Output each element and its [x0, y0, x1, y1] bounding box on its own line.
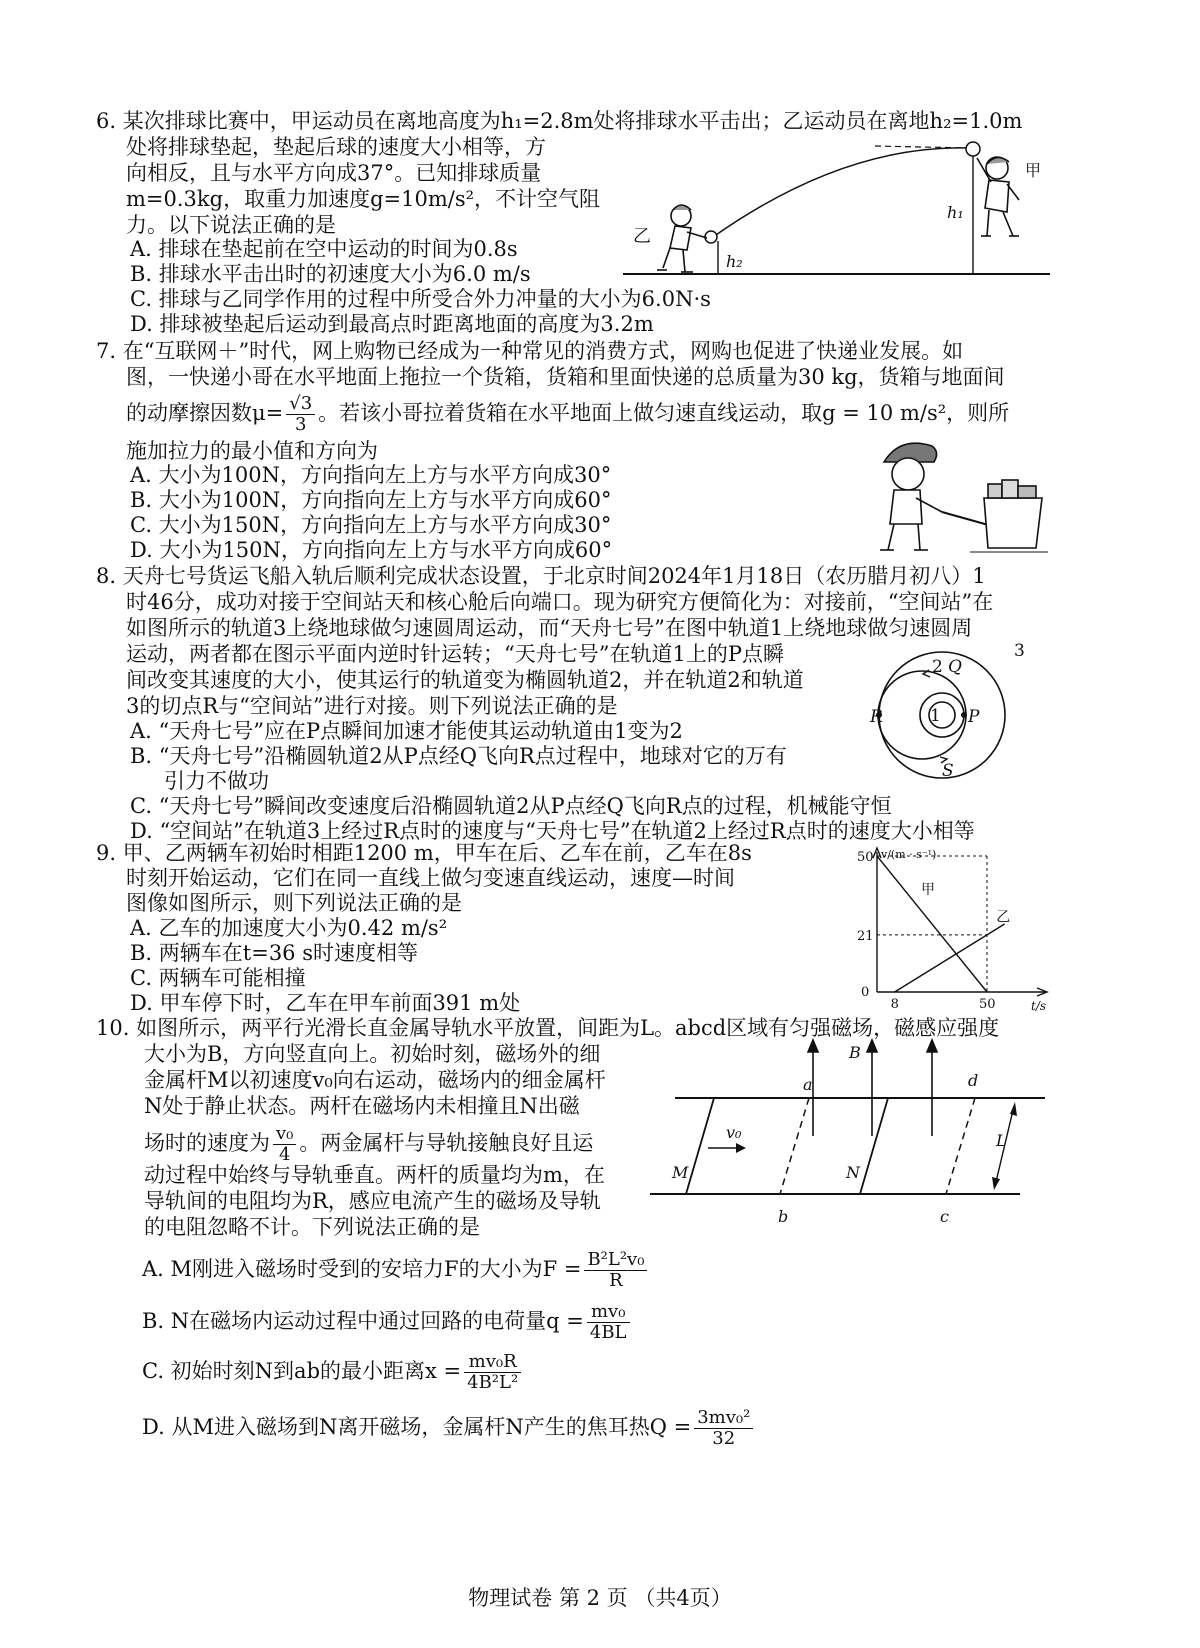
q9-option-d: D. 甲车停下时，乙车在甲车前面391 m处 — [130, 991, 521, 1015]
q9-line-2: 时刻开始运动，它们在同一直线上做匀变速直线运动，速度—时间 — [126, 866, 735, 890]
rod-m — [686, 1098, 714, 1194]
courier-figure — [870, 432, 1050, 562]
orbit-figure — [872, 640, 1052, 780]
q10-line-7: 导轨间的电阻均为R，感应电流产生的磁场及导轨 — [144, 1189, 601, 1213]
q7-line-4: 施加拉力的最小值和方向为 — [126, 439, 378, 463]
svg-text:v₀: v₀ — [726, 1123, 742, 1142]
svg-text:P: P — [968, 707, 980, 727]
q9-line-1: 9. 甲、乙两辆车初始时相距1200 m，甲车在后、乙车在前，乙车在8s — [96, 841, 752, 865]
q8-option-a: A. “天舟七号”应在P点瞬间加速才能使其运动轨道由1变为2 — [130, 719, 683, 743]
player-jia-icon — [977, 157, 1019, 236]
q8-line-4: 运动，两者都在图示平面内逆时针运转；“天舟七号”在轨道1上的P点瞬 — [126, 642, 784, 666]
q7-line-3: 的动摩擦因数μ= $\frac{√3}{3}$ 。若该小哥拉着货箱在水平地面上做匀速直线运动，取g = 10 m/s²，则所 — [126, 393, 1010, 435]
q7-option-d: D. 大小为150N，方向指向左上方与水平方向成60° — [130, 538, 613, 562]
q10-option-b: B. N在磁场内运动过程中通过回路的电荷量q = $\frac{\text{mv₀}}{4BL}$ — [142, 1302, 633, 1343]
q10-line-4: N处于静止状态。两杆在磁场内未相撞且N出磁 — [144, 1094, 580, 1118]
y-tick-label: 21 — [857, 928, 874, 944]
series-label-0: 甲 — [921, 882, 935, 899]
q10-option-d: D. 从M进入磁场到N离开磁场，金属杆N产生的焦耳热Q = $\frac{\text{3mv₀²}}{32}$ — [142, 1408, 756, 1449]
x-axis-label: t/s — [1031, 999, 1047, 1013]
series-label-1: 乙 — [996, 909, 1011, 926]
x-tick-label: 0 — [861, 985, 870, 1000]
q7-option-c: C. 大小为150N，方向指向左上方与水平方向成30° — [130, 513, 612, 537]
svg-text:R: R — [870, 707, 883, 727]
svg-text:B: B — [849, 1043, 861, 1062]
y-axis-label: v/(m · s⁻¹) — [881, 848, 937, 861]
q8-line-1: 8. 天舟七号货运飞船入轨后顺利完成状态设置，于北京时间2024年1月18日（农历腊月初八）1 — [96, 564, 986, 588]
q9-option-c: C. 两辆车可能相撞 — [130, 966, 306, 990]
q9-line-3: 图像如图所示，则下列说法正确的是 — [126, 891, 462, 915]
label-jia: 甲 — [1025, 161, 1042, 180]
page-footer: 物理试卷 第 2 页 （共4页） — [468, 1586, 732, 1610]
q10-line-6: 动过程中始终与导轨垂直。两杆的质量均为m，在 — [144, 1163, 605, 1187]
q6-line-2: 处将排球垫起，垫起后球的速度大小相等，方 — [126, 135, 546, 159]
svg-text:N: N — [846, 1163, 860, 1182]
q6-option-c: C. 排球与乙同学作用的过程中所受合外力冲量的大小为6.0N·s — [130, 287, 711, 311]
q6-line-1: 6. 某次排球比赛中，甲运动员在离地高度为h₁=2.8m处将排球水平击出；乙运动员在离地h₂=1.0m — [96, 109, 1023, 133]
q8-line-6: 3的切点R与“空间站”进行对接。则下列说法正确的是 — [126, 694, 618, 718]
q8-option-c: C. “天舟七号”瞬间改变速度后沿椭圆轨道2从P点经Q飞向R点的过程，机械能守恒 — [130, 794, 892, 818]
svg-text:1: 1 — [930, 706, 941, 726]
q6-line-4: m=0.3kg，取重力加速度g=10m/s²，不计空气阻 — [126, 187, 601, 211]
rail-magnetic-figure — [650, 1036, 1055, 1231]
orbit-2 — [878, 671, 966, 759]
svg-text:c: c — [940, 1207, 949, 1226]
series-line-0 — [877, 856, 987, 992]
q10-line-8: 的电阻忽略不计。下列说法正确的是 — [144, 1215, 480, 1239]
x-tick-label: 50 — [979, 997, 996, 1012]
volleyball-figure — [615, 136, 1055, 281]
q8-option-b-1: B. “天舟七号”沿椭圆轨道2从P点经Q飞向R点过程中，地球对它的万有 — [130, 744, 787, 768]
q6-option-b: B. 排球水平击出时的初速度大小为6.0 m/s — [130, 262, 531, 286]
svg-text:M: M — [672, 1163, 689, 1182]
h1-label: h₁ — [947, 203, 964, 222]
q7-option-a: A. 大小为100N，方向指向左上方与水平方向成30° — [130, 463, 612, 487]
q10-line-5: 场时的速度为 $\frac{\text{v₀}}{4}$ 。两金属杆与导轨接触良好且运 — [144, 1123, 594, 1165]
q9-option-a: A. 乙车的加速度大小为0.42 m/s² — [130, 916, 448, 940]
svg-text:2: 2 — [932, 657, 943, 677]
q10-option-a: A. M刚进入磁场时受到的安培力F的大小为F = $\frac{\text{B²L²v₀}}{R}$ — [142, 1250, 650, 1291]
q6-line-5: 力。以下说法正确的是 — [126, 213, 336, 237]
svg-text:a: a — [803, 1075, 813, 1094]
player-yi-icon — [657, 205, 707, 272]
series-line-1 — [895, 924, 1005, 992]
q10-option-c: C. 初始时刻N到ab的最小距离x = $\frac{\text{mv₀R}}{\text{4B²L²}}$ — [142, 1352, 524, 1393]
q8-line-3: 如图所示的轨道3上绕地球做匀速圆周运动，而“天舟七号”在图中轨道1上绕地球做匀速圆周 — [126, 616, 973, 640]
q10-line-3: 金属杆M以初速度v₀向右运动，磁场内的细金属杆 — [144, 1068, 606, 1092]
y-tick-label: 50 — [857, 850, 874, 865]
q7-option-b: B. 大小为100N，方向指向左上方与水平方向成60° — [130, 488, 612, 512]
label-yi: 乙 — [633, 226, 651, 247]
q8-option-d: D. “空间站”在轨道3上经过R点时的速度与“天舟七号”在轨道2上经过R点时的速度大小相等 — [130, 819, 975, 843]
q9-option-b: B. 两辆车在t=36 s时速度相等 — [130, 941, 418, 965]
rod-n — [860, 1098, 888, 1194]
courier-icon — [880, 443, 992, 550]
cargo-box-icon — [970, 480, 1048, 552]
q6-line-3: 向相反，且与水平方向成37°。已知排球质量 — [126, 161, 542, 185]
svg-text:L: L — [996, 1131, 1007, 1150]
x-tick-label: 8 — [890, 997, 899, 1012]
q10-line-1: 10. 如图所示，两平行光滑长直金属导轨水平放置，间距为L。abcd区域有匀强磁场，磁感应强度 — [96, 1016, 1000, 1040]
svg-text:Q: Q — [948, 657, 962, 677]
q7-line-2: 图，一快递小哥在水平地面上拖拉一个货箱，货箱和里面快递的总质量为30 kg，货箱与地面间 — [126, 365, 1005, 389]
svg-text:S: S — [942, 761, 954, 781]
q6-option-d: D. 排球被垫起后运动到最高点时距离地面的高度为3.2m — [130, 312, 654, 336]
svg-text:d: d — [968, 1071, 979, 1090]
q6-option-a: A. 排球在垫起前在空中运动的时间为0.8s — [130, 237, 518, 261]
svg-text:3: 3 — [1014, 641, 1025, 661]
h2-label: h₂ — [726, 252, 743, 271]
orbit-1 — [920, 693, 964, 737]
svg-text:b: b — [778, 1207, 789, 1226]
q8-line-2: 时46分，成功对接于空间站天和核心舱后向端口。现为研究方便简化为：对接前，“空间站”在 — [126, 590, 994, 614]
q10-line-2: 大小为B，方向竖直向上。初始时刻，磁场外的细 — [144, 1042, 601, 1066]
q8-option-b-2: 引力不做功 — [164, 769, 269, 793]
q7-line-1: 7. 在“互联网＋”时代，网上购物已经成为一种常见的消费方式，网购也促进了快递业发展。如 — [96, 339, 964, 363]
q8-line-5: 间改变其速度的大小，使其运行的轨道变为椭圆轨道2，并在轨道2和轨道 — [126, 668, 804, 692]
velocity-time-chart — [855, 842, 1055, 1014]
